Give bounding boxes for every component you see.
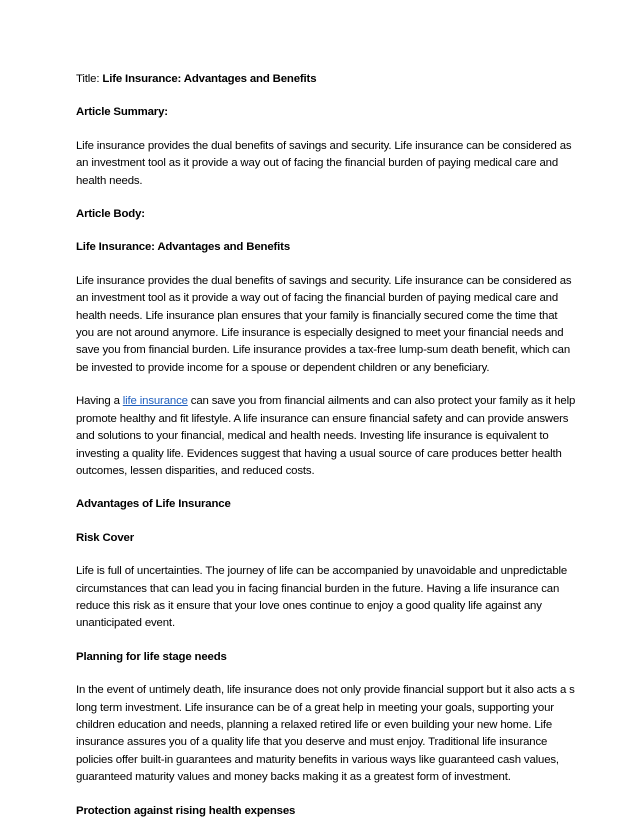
risk-cover-heading: Risk Cover <box>76 531 135 544</box>
planning-heading: Planning for life stage needs <box>76 650 227 663</box>
paragraph-2-lead: Having a <box>76 395 123 408</box>
planning-paragraph: In the event of untimely death, life insurance does not only provide financial support but it also acts a s long term investment. Life insurance can be of a great help in meeting your goals, supporting your children education and needs, planning a relaxed retired life or even building your new home. Life insurance assures you of a quality life that you deserve and must enjoy. Traditional life insurance policies offer built-in guarantees and maturity benefits in various ways like guaranteed cash values, guaranteed maturity values and money backs making it as a greatest form of investment. <box>76 684 575 784</box>
summary-heading: Article Summary: <box>76 106 168 119</box>
title-label: Title: <box>76 73 103 85</box>
document-title <box>76 71 578 88</box>
advantages-heading: Advantages of Life Insurance <box>76 498 231 511</box>
risk-cover-paragraph: Life is full of uncertainties. The journey of life can be accompanied by unavoidable and unpredictable circumstances that can lead you in facing financial burden in the future. Having a life insurance can reduce this risk as it ensure that your love ones continue to enjoy a good quality life against any unanticipated event. <box>76 565 568 630</box>
paragraph-2-rest: can save you from financial ailments and can also protect your family as it help promote healthy and fit lifestyle. A life insurance can ensure financial safety and can provide answers and solutions to your financial, medical and health needs. Investing life insurance is equivalent to investing a quality life. Evidences suggest that having a usual source of care produces better health outcomes, lessen disparities, and reduced costs. <box>76 395 576 477</box>
body-paragraph-2 <box>76 393 578 480</box>
body-subheading: Life Insurance: Advantages and Benefits <box>76 241 290 254</box>
life-insurance-link[interactable]: life insurance <box>122 395 188 408</box>
body-paragraph-1: Life insurance provides the dual benefits of savings and security. Life insurance can be considered as an investment tool as it provide a way out of facing the financial burden of paying medical care and health needs. Life insurance plan ensures that your family is financially secured come the time that you are not around anymore. Life insurance is especially designed to meet your financial needs and save you from financial burden. Life insurance provides a tax-free lump-sum death benefit, which can be invested to provide income for a spouse or dependent children or any beneficiary. <box>76 274 572 374</box>
title-value: Life Insurance: Advantages and Benefits <box>102 73 317 85</box>
summary-paragraph: Life insurance provides the dual benefits of savings and security. Life insurance can be considered as an investment tool as it provide a way out of facing the financial burden of paying medical care and health needs. <box>76 139 572 187</box>
protection-heading: Protection against rising health expenses <box>76 804 296 817</box>
body-heading: Article Body: <box>76 208 145 221</box>
